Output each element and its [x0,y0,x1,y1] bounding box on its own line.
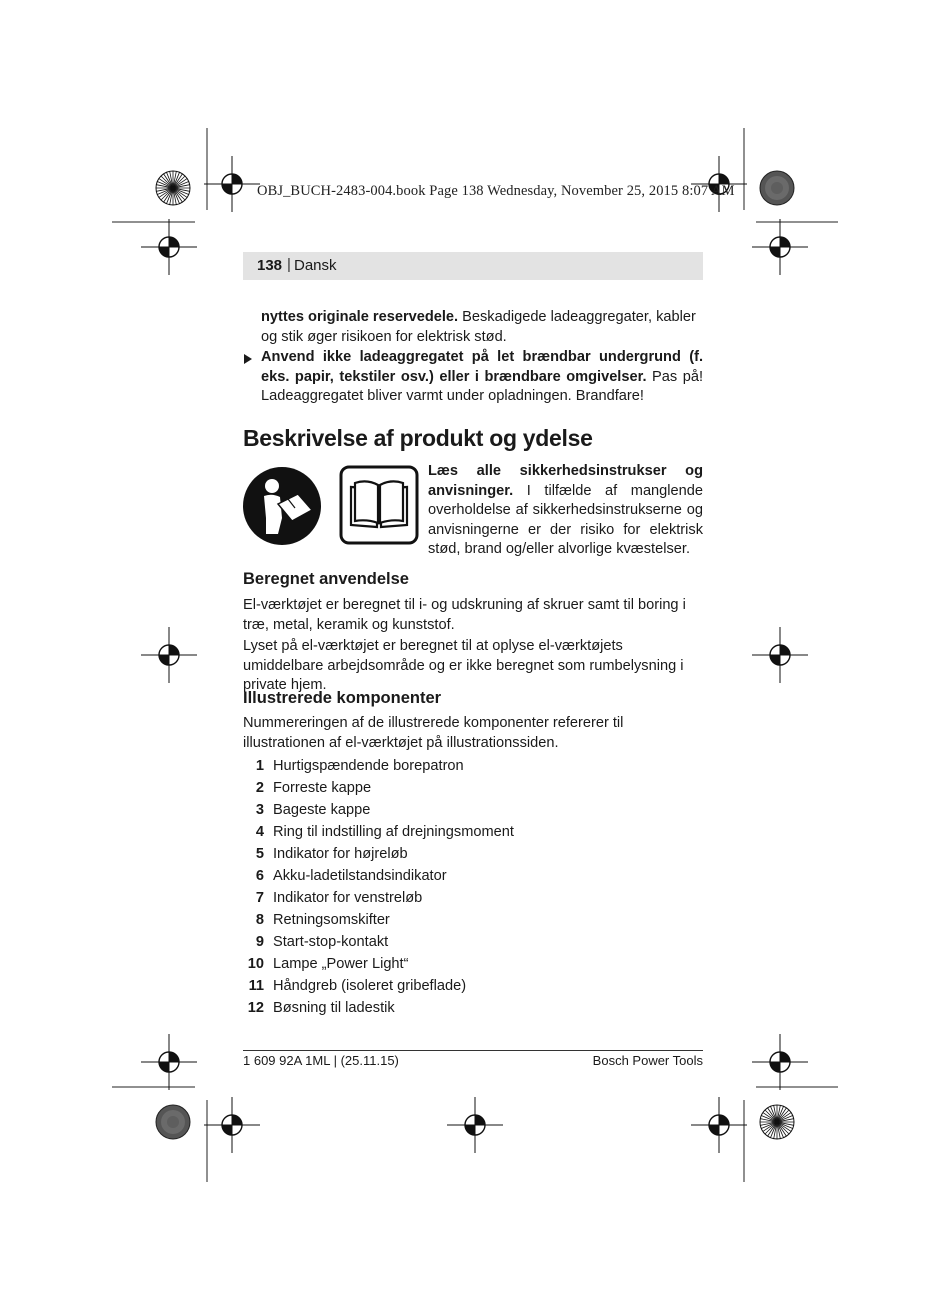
components-title: Illustrerede komponenter [243,689,442,707]
bullet-arrow-icon [244,354,252,364]
read-manual-person-icon [242,466,324,546]
list-item: 5 Indikator for højreløb [255,846,408,862]
list-item: 11 Håndgreb (isoleret gribeflade) [248,978,467,994]
list-item: 12 Bøsning til ladestik [247,1000,395,1016]
list-item: 8 Retningsomskifter [255,912,390,928]
page-number: 138 [257,257,283,274]
component-list [243,756,703,1020]
header-separator: | [287,256,291,273]
page-header-bar [243,252,703,280]
warning-bullet: Anvend ikke ladeaggregatet på let brændbar undergrund (f. eks. papir, tekstiler osv.) eller i brændbare omgivelser. Pas på! Ladeaggregatet bliver varmt under opladningen. Brandfare! [261,349,704,404]
list-item: 1 Hurtigspændende borepatron [255,758,464,774]
list-item: 3 Bageste kappe [255,802,371,818]
list-item: 2 Forreste kappe [255,780,372,796]
intended-use-title: Beregnet anvendelse [243,570,409,588]
components-intro: Nummereringen af de illustrerede komponenter refererer til illustrationen af el-værktøjet på illustrationssiden. [243,715,624,751]
intro-paragraph: nyttes originale reservedele. Beskadigede ladeaggregater, kabler og stik øger risikoen for elektrisk stød. [261,309,696,345]
list-item: 4 Ring til indstilling af drejningsmoment [255,824,514,840]
list-item: 7 Indikator for venstreløb [255,890,423,906]
footer-doc-number: 1 609 92A 1ML | (25.11.15) [243,1053,399,1068]
section-title: Beskrivelse af produkt og ydelse [243,425,593,451]
header-language: Dansk [294,257,337,274]
list-item: 10 Lampe „Power Light“ [247,956,409,972]
open-book-icon [339,465,419,545]
footer-brand: Bosch Power Tools [592,1053,703,1068]
print-slug-line: OBJ_BUCH-2483-004.book Page 138 Wednesday, November 25, 2015 8:07 AM [257,183,735,199]
footer-rule [243,1050,703,1051]
intended-use-para1: El-værktøjet er beregnet til i- og udskruning af skruer samt til boring i træ, metal, keramik og kunststof. [243,597,686,633]
safety-note: Læs alle sikkerhedsinstrukser og anvisninger. I tilfælde af manglende overholdelse af sikkerhedsinstrukserne og anvisningerne er der risiko for elektrisk stød, brand og/eller alvorlige kvæstelser. [428,463,703,557]
list-item: 6 Akku-ladetilstandsindikator [255,868,447,884]
intended-use-para2: Lyset på el-værktøjet er beregnet til at oplyse el-værktøjets umiddelbare arbejdsområde og er ikke beregnet som rumbelysning i private hjem. [243,638,684,693]
list-item: 9 Start-stop-kontakt [255,934,389,950]
